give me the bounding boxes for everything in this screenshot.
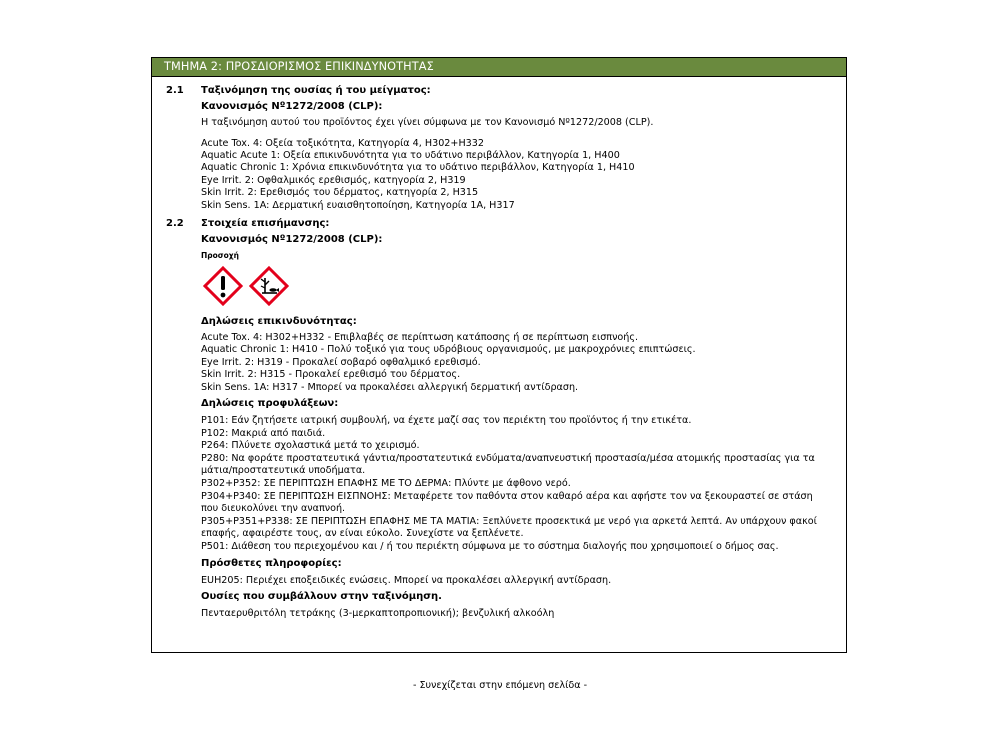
subsection-2-2-heading xyxy=(166,217,846,231)
hazard-statement: Skin Sens. 1A: H317 - Μπορεί να προκαλέσει αλλεργική δερματική αντίδραση. xyxy=(201,381,579,393)
contributing-substances-text: Πενταερυθριτόλη τετράκης (3-μερκαπτοπροπιονική); βενζυλική αλκοόλη xyxy=(201,608,555,620)
contributing-substances-heading: Ουσίες που συμβάλλουν στην ταξινόμηση. xyxy=(201,591,442,603)
hazard-statements-list xyxy=(201,332,846,394)
precautionary-statement: P280: Να φοράτε προστατευτικά γάντια/προστατευτικά ενδύματα/αναπνευστική προστασία/μέσα ατομικής προστασίας για τα μάτια/προστατευτικά υποδήματα. xyxy=(201,452,815,477)
hazard-statement: Skin Irrit. 2: H315 - Προκαλεί ερεθισμό του δέρματος. xyxy=(201,369,461,381)
hazard-statement: Eye Irrit. 2: H319 - Προκαλεί σοβαρό οφθαλμικό ερεθισμό. xyxy=(201,356,481,368)
precautionary-statement: P302+P352: ΣΕ ΠΕΡΙΠΤΩΣΗ ΕΠΑΦΗΣ ΜΕ ΤΟ ΔΕΡΜΑ: Πλύντε με άφθονο νερό. xyxy=(201,478,571,490)
regulation-heading: Κανονισμός Nº1272/2008 (CLP): xyxy=(201,234,383,246)
environment-pictogram-icon xyxy=(249,266,289,306)
section-content xyxy=(152,77,846,621)
precautionary-statement: P264: Πλύνετε σχολαστικά μετά το χειρισμό. xyxy=(201,440,420,452)
classification-item: Aquatic Chronic 1: Χρόνια επικινδυνότητα για το υδάτινο περιβάλλον, Κατηγορία 1, H410 xyxy=(201,162,635,174)
hazard-statement: Aquatic Chronic 1: H410 - Πολύ τοξικό για τους υδρόβιους οργανισμούς, με μακροχρόνιες επιπτώσεις. xyxy=(201,344,696,356)
additional-info-heading: Πρόσθετες πληροφορίες: xyxy=(201,557,342,569)
precautionary-statement: P501: Διάθεση του περιεχομένου και / ή του περιέκτη σύμφωνα με το σύστημα διαλογής που χρησιμοποιεί ο δήμος σας. xyxy=(201,541,779,552)
precautionary-statements-heading: Δηλώσεις προφυλάξεων: xyxy=(201,398,339,410)
classification-item: Skin Sens. 1A: Δερματική ευαισθητοποίηση, Κατηγορία 1A, H317 xyxy=(201,199,515,211)
precautionary-statement: P102: Μακριά από παιδιά. xyxy=(201,427,326,439)
continuation-note: - Συνεχίζεται στην επόμενη σελίδα - xyxy=(412,680,588,691)
classification-item: Skin Irrit. 2: Ερεθισμός του δέρματος, κατηγορία 2, H315 xyxy=(201,187,479,199)
exclamation-mark-pictogram-icon xyxy=(203,266,243,306)
hazard-statements-heading: Δηλώσεις επικινδυνότητας: xyxy=(201,316,357,328)
hazard-statement: Acute Tox. 4: H302+H332 - Επιβλαβές σε περίπτωση κατάποσης ή σε περίπτωση εισπνοής. xyxy=(201,332,639,344)
classification-item: Eye Irrit. 2: Οφθαλμικός ερεθισμός, κατηγορία 2, H319 xyxy=(201,174,466,186)
section-header: ΤΜΗΜΑ 2: ΠΡΟΣΔΙΟΡΙΣΜΟΣ ΕΠΙΚΙΝΔΥΝΟΤΗΤΑΣ xyxy=(152,58,846,77)
regulation-heading: Κανονισμός Nº1272/2008 (CLP): xyxy=(201,101,383,112)
precautionary-statements-list xyxy=(201,415,846,554)
subsection-2-1-heading xyxy=(166,84,846,98)
subsection-title: Στοιχεία επισήμανσης: xyxy=(201,218,330,230)
precautionary-statement: P101: Εάν ζητήσετε ιατρική συμβουλή, να έχετε μαζί σας τον περιέκτη του προϊόντος ή την ετικέτα. xyxy=(201,415,692,427)
classification-item: Acute Tox. 4: Οξεία τοξικότητα, Κατηγορία 4, H302+H332 xyxy=(201,137,484,149)
classification-item: Aquatic Acute 1: Οξεία επικινδυνότητα για το υδάτινο περιβάλλον, Κατηγορία 1, H400 xyxy=(201,150,620,161)
classification-list xyxy=(201,138,846,212)
section-frame xyxy=(151,57,847,653)
ghs-pictograms xyxy=(203,263,846,309)
precautionary-statement: P304+P340: ΣΕ ΠΕΡΙΠΤΩΣΗ ΕΙΣΠΝΟΗΣ: Μεταφέρετε τον παθόντα στον καθαρό αέρα και αφήστε τον να ξεκουραστεί σε στάση που διευκολύνει την αναπνοή. xyxy=(201,490,813,515)
precautionary-statement: P305+P351+P338: ΣΕ ΠΕΡΙΠΤΩΣΗ ΕΠΑΦΗΣ ΜΕ ΤΑ ΜΑΤΙΑ: Ξεπλύνετε προσεκτικά με νερό για αρκετά λεπτά. Αν υπάρχουν φακοί επαφής, αφαιρέστε τους, αν είναι εύκολο. Συνεχίστε να ξεπλένετε. xyxy=(201,515,817,540)
signal-word: Προσοχή xyxy=(201,251,239,261)
subsection-number: 2.1 xyxy=(166,85,184,96)
subsection-number: 2.2 xyxy=(166,218,184,230)
classification-intro: Η ταξινόμηση αυτού του προϊόντος έχει γίνει σύμφωνα με τον Κανονισμό Nº1272/2008 (CLP). xyxy=(201,117,654,128)
subsection-title: Ταξινόμηση της ουσίας ή του μείγματος: xyxy=(201,85,431,96)
additional-info-text: EUH205: Περιέχει εποξειδικές ενώσεις. Μπορεί να προκαλέσει αλλεργική αντίδραση. xyxy=(201,574,612,586)
